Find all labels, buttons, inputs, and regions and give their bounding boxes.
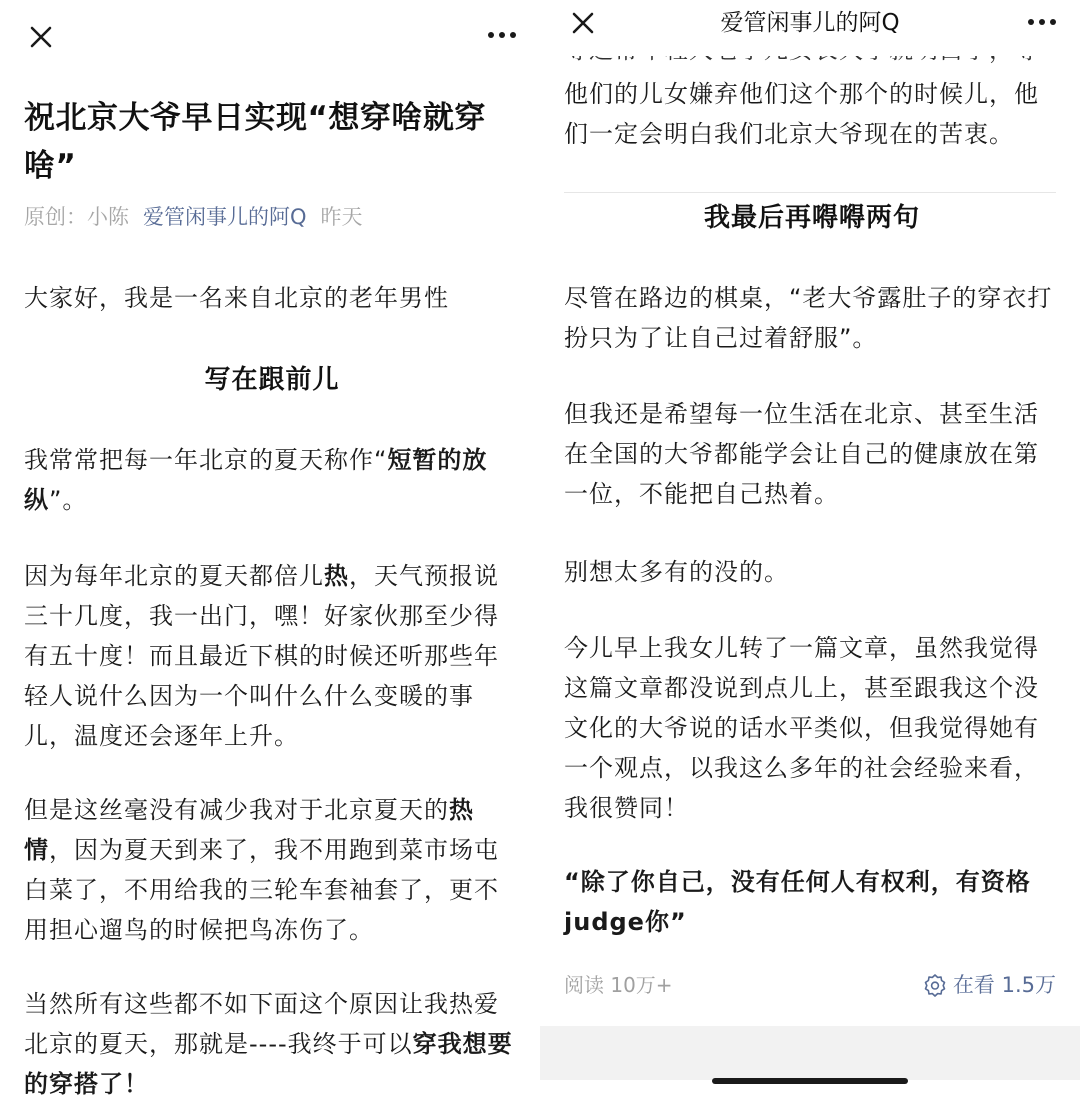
author-label: 原创：小陈 [24,205,129,229]
looking-button[interactable] [923,970,1056,1000]
paragraph-1: 我常常把每一年北京的夏天称作“短暂的放纵”。 [24,446,488,514]
intro-paragraph: 大家好，我是一名来自北京的老年男性 [24,284,449,312]
more-icon[interactable] [1026,17,1058,27]
quote-paragraph: “除了你自己，没有任何人有权利，有资格judge你” [564,868,1031,936]
paragraph-2: 因为每年北京的夏天都倍儿热，天气预报说三十几度，我一出门，嘿！好家伙那至少得有五十度！而且最近下棋的时候还听那些年轻人说什么因为一个叫什么什么变暖的事儿，温度还会逐年上升。 [24,562,499,750]
looking-icon [923,973,947,997]
looking-count: 在看 1.5万 [952,973,1056,997]
divider [564,192,1056,193]
right-article-panel [540,0,1080,1080]
paragraph-0: 他们的儿女嫌弃他们这个那个的时候儿，他们一定会明白我们北京大爷现在的苦衷。 [564,80,1039,148]
section-heading: 我最后再嘚嘚两句 [703,203,920,233]
top-bar-title: 爱管闲事儿的阿Q [720,10,900,36]
publish-date: 昨天 [320,205,363,229]
home-indicator [712,1078,908,1084]
close-icon[interactable] [568,8,598,38]
account-name-link[interactable]: 爱管闲事儿的阿Q [143,205,307,229]
left-article-panel [0,0,540,1098]
bottom-bar [540,1026,1080,1080]
article-meta [24,202,363,232]
more-icon[interactable] [486,30,518,40]
paragraph-3: 别想太多有的没的。 [564,558,789,586]
read-count: 阅读 10万+ [564,973,673,997]
paragraph-4: 今儿早上我女儿转了一篇文章，虽然我觉得这篇文章都没说到点儿上，甚至跟我这个没文化的大爷说的话水平类似，但我觉得她有一个观点，以我这么多年的社会经验来看，我很赞同！ [564,634,1039,822]
paragraph-3: 但是这丝毫没有减少我对于北京夏天的热情，因为夏天到来了，我不用跑到菜市场屯白菜了，不用给我的三轮车套袖套了，更不用担心遛鸟的时候把鸟冻伤了。 [24,796,499,944]
paragraph-4: 当然所有这些都不如下面这个原因让我热爱北京的夏天，那就是----我终于可以穿我想要的穿搭了！ [24,990,513,1098]
article-title: 祝北京大爷早日实现“想穿啥就穿啥” [24,100,486,184]
paragraph-2: 但我还是希望每一位生活在北京、甚至生活在全国的大爷都能学会让自己的健康放在第一位，不能把自己热着。 [564,400,1039,508]
close-icon[interactable] [26,22,56,52]
paragraph-1: 尽管在路边的棋桌，“老大爷露肚子的穿衣打扮只为了让自己过着舒服”。 [564,284,1053,352]
section-heading: 写在跟前儿 [204,365,340,395]
